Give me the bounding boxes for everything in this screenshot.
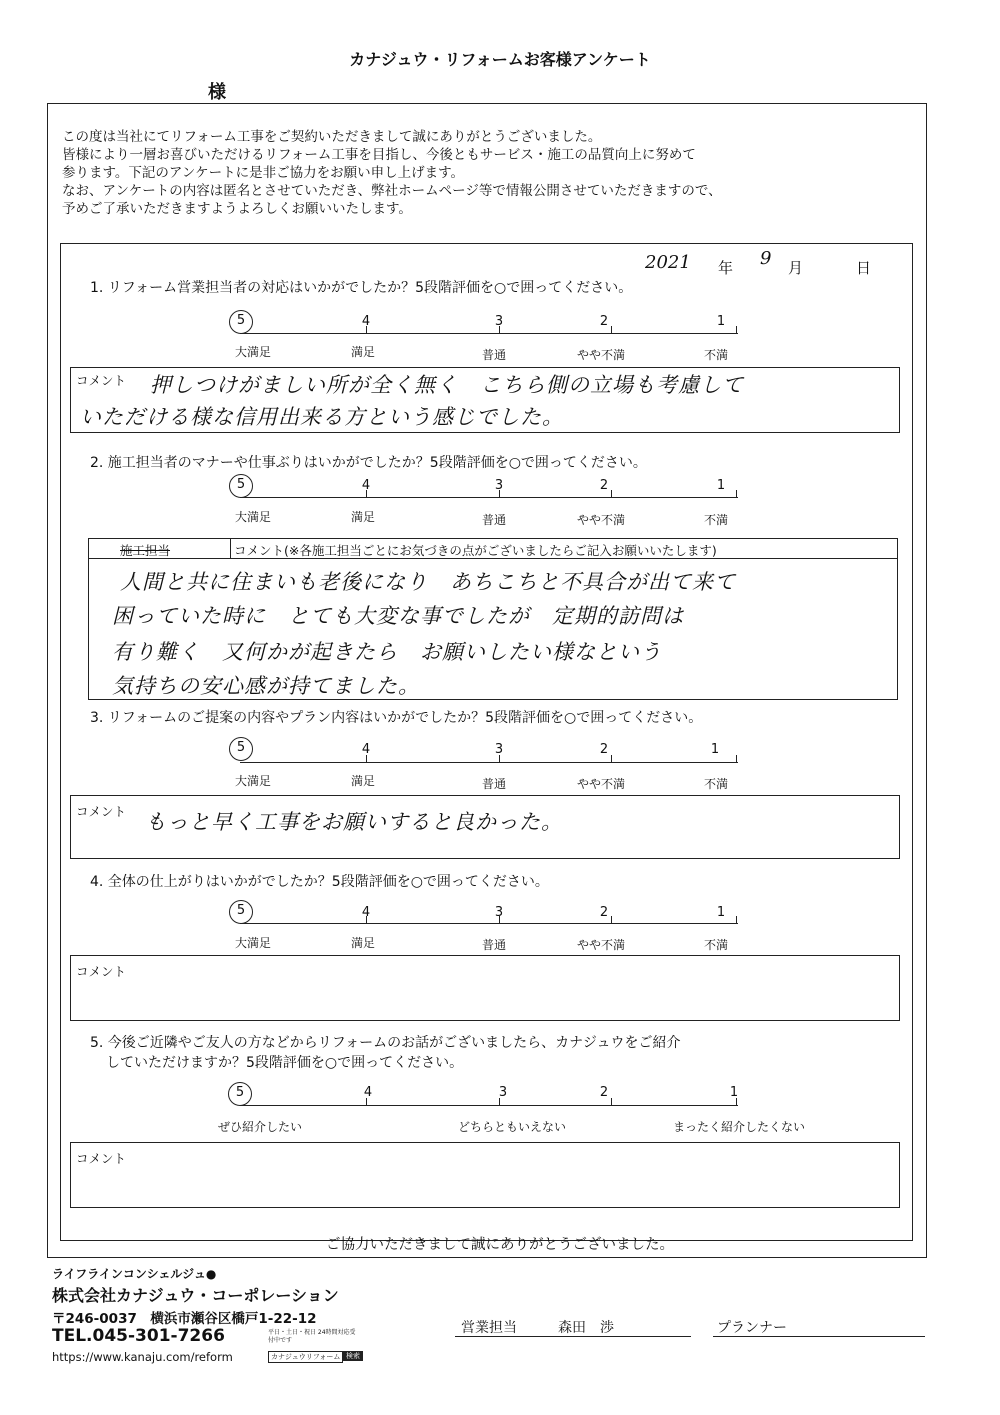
- scale-num: 3: [498, 1085, 508, 1100]
- tick: [366, 490, 367, 498]
- date-year-label: 年: [718, 259, 734, 277]
- handwritten-comment: もっと早く工事をお願いすると良かった。: [145, 810, 563, 834]
- question-5: 5. 今後ご近隣やご友人の方などからリフォームのお話がございましたら、カナジュウをご紹介: [90, 1035, 681, 1051]
- tick: [499, 490, 500, 498]
- scale-label: 普通: [481, 513, 506, 527]
- question-5-line2: していただけますか？5段階評価を○で囲ってください。: [106, 1055, 464, 1071]
- scale-num: 1: [710, 742, 720, 757]
- survey-title: カナジュウ・リフォームお客様アンケート: [349, 50, 651, 69]
- staff-header: 施工担当: [120, 543, 171, 558]
- tick: [499, 916, 500, 924]
- thanks-message: ご協力いただきまして誠にありがとうございました。: [326, 1237, 674, 1253]
- company-tel: TEL.045-301-7266: [52, 1326, 225, 1346]
- scale-num: 2: [599, 478, 609, 493]
- comment-box[interactable]: [70, 955, 900, 1021]
- date-month: 9: [760, 248, 772, 269]
- scale-num: 3: [494, 478, 504, 493]
- tagline: ライフラインコンシェルジュ●: [52, 1267, 217, 1281]
- tick: [736, 1098, 737, 1106]
- honorific: 様: [208, 82, 226, 103]
- sales-name: 森田 渉: [558, 1320, 614, 1336]
- scale-num: 5: [236, 903, 246, 918]
- tick: [611, 490, 612, 498]
- scale-label: 不満: [703, 777, 728, 791]
- scale-label: やや不満: [576, 938, 625, 952]
- scale-label: 不満: [703, 938, 728, 952]
- handwritten-comment: 気持ちの安心感が持てました。: [112, 674, 420, 698]
- comment-label: コメント: [76, 1151, 127, 1166]
- scale-num: 4: [361, 742, 371, 757]
- tick: [499, 755, 500, 763]
- scale-num: 1: [716, 905, 726, 920]
- scale-num: 5: [235, 1085, 245, 1100]
- tick: [736, 755, 737, 763]
- company-name: 株式会社カナジュウ・コーポレーション: [52, 1286, 339, 1305]
- scale-line: [240, 762, 738, 763]
- scale-label: 満足: [350, 345, 375, 359]
- tick: [611, 916, 612, 924]
- comment-box[interactable]: [70, 1142, 900, 1208]
- scale-num: 4: [363, 1085, 373, 1100]
- scale-num: 4: [361, 478, 371, 493]
- intro-line: この度は当社にてリフォーム工事をご契約いただきまして誠にありがとうございました。: [62, 129, 602, 145]
- scale-label: 大満足: [234, 774, 271, 788]
- tick: [736, 490, 737, 498]
- date-year: 2021: [645, 252, 691, 273]
- scale-line: [240, 1105, 738, 1106]
- scale-label: 普通: [481, 348, 506, 362]
- scale-num: 2: [599, 742, 609, 757]
- scale-label: やや不満: [576, 777, 625, 791]
- intro-line: 皆様により一層お喜びいただけるリフォーム工事を目指し、今後ともサービス・施工の品質向上に努めて: [62, 147, 696, 163]
- intro-text: [62, 128, 922, 218]
- scale-line: [240, 923, 738, 924]
- question-2: 2. 施工担当者のマナーや仕事ぶりはいかがでしたか？5段階評価を○で囲ってください。: [90, 455, 647, 471]
- handwritten-comment: 有り難く 又何かが起きたら お願いしたい様なという: [112, 640, 662, 664]
- scale-num: 5: [236, 477, 246, 492]
- scale-label: 大満足: [234, 936, 271, 950]
- date-month-label: 月: [788, 259, 804, 277]
- comment-header: コメント(※各施工担当ごとにお気づきの点がございましたらご記入お願いいたします): [234, 543, 717, 558]
- date-day-label: 日: [856, 259, 872, 277]
- question-4: 4. 全体の仕上がりはいかがでしたか？5段階評価を○で囲ってください。: [90, 874, 549, 890]
- intro-line: なお、アンケートの内容は匿名とさせていただき、弊社ホームページ等で情報公開させていただきますので、: [62, 183, 722, 199]
- scale-num: 4: [361, 314, 371, 329]
- scale-label: 不満: [703, 513, 728, 527]
- scale-label: 満足: [350, 936, 375, 950]
- scale-num: 3: [494, 314, 504, 329]
- scale-label: まったく紹介したくない: [673, 1120, 806, 1134]
- company-url[interactable]: https://www.kanaju.com/reform: [52, 1350, 233, 1364]
- scale-num: 1: [729, 1085, 739, 1100]
- tick: [736, 916, 737, 924]
- scale-label: 不満: [703, 348, 728, 362]
- scale-num: 2: [599, 314, 609, 329]
- question-1: 1. リフォーム営業担当者の対応はいかがでしたか？5段階評価を○で囲ってください。: [90, 280, 633, 296]
- scale-num: 1: [716, 314, 726, 329]
- question-3: 3. リフォームのご提案の内容やプラン内容はいかがでしたか？5段階評価を○で囲ってください。: [90, 710, 703, 726]
- tick: [736, 326, 737, 334]
- scale-num: 3: [494, 905, 504, 920]
- tick: [611, 1098, 612, 1106]
- scale-num: 4: [361, 905, 371, 920]
- scale-label: 満足: [350, 510, 375, 524]
- handwritten-comment: 人間と共に住まいも老後になり あちこちと不具合が出て来て: [120, 570, 736, 594]
- scale-num: 2: [599, 905, 609, 920]
- search-badge-dark: 検索: [343, 1351, 363, 1361]
- handwritten-comment: 困っていた時に とても大変な事でしたが 定期的訪問は: [112, 604, 684, 628]
- tick: [366, 326, 367, 334]
- scale-label: 普通: [481, 777, 506, 791]
- handwritten-comment: いただける様な信用出来る方という感じでした。: [80, 405, 564, 429]
- tel-note: 平日・土日・祝日 24時間対応受付中です: [268, 1329, 356, 1344]
- tick: [611, 326, 612, 334]
- tick: [366, 916, 367, 924]
- scale-label: 普通: [481, 938, 506, 952]
- tick: [366, 1098, 367, 1106]
- company-address: 〒246-0037 横浜市瀬谷区橋戸1-22-12: [52, 1311, 317, 1327]
- scale-label: ぜひ紹介したい: [217, 1120, 302, 1134]
- comment-label: コメント: [76, 804, 127, 819]
- tick: [611, 755, 612, 763]
- comment-label: コメント: [76, 964, 127, 979]
- intro-line: 参ります。下記のアンケートに是非ご協力をお願い申し上げます。: [62, 165, 465, 181]
- scale-num: 2: [599, 1085, 609, 1100]
- table-column-divider: [230, 538, 231, 558]
- intro-line: 予めご了承いただきますようよろしくお願いいたします。: [62, 201, 412, 217]
- scale-line: [240, 497, 738, 498]
- scale-label: やや不満: [576, 513, 625, 527]
- comment-label: コメント: [76, 373, 127, 388]
- scale-label: やや不満: [576, 348, 625, 362]
- scale-num: 5: [236, 740, 246, 755]
- handwritten-comment: 押しつけがましい所が全く無く こちら側の立場も考慮して: [150, 373, 744, 397]
- scale-label: どちらともいえない: [457, 1120, 566, 1134]
- tick: [366, 755, 367, 763]
- tick: [499, 1098, 500, 1106]
- scale-label: 大満足: [234, 510, 271, 524]
- scale-label: 大満足: [234, 345, 271, 359]
- search-badge: カナジュウリフォーム: [268, 1351, 343, 1363]
- scale-line: [240, 333, 738, 334]
- scale-num: 1: [716, 478, 726, 493]
- tick: [499, 326, 500, 334]
- scale-num: 3: [494, 742, 504, 757]
- scale-label: 満足: [350, 774, 375, 788]
- sales-label: 営業担当: [461, 1320, 517, 1336]
- scale-num: 5: [236, 313, 246, 328]
- planner-label: プランナー: [717, 1320, 787, 1336]
